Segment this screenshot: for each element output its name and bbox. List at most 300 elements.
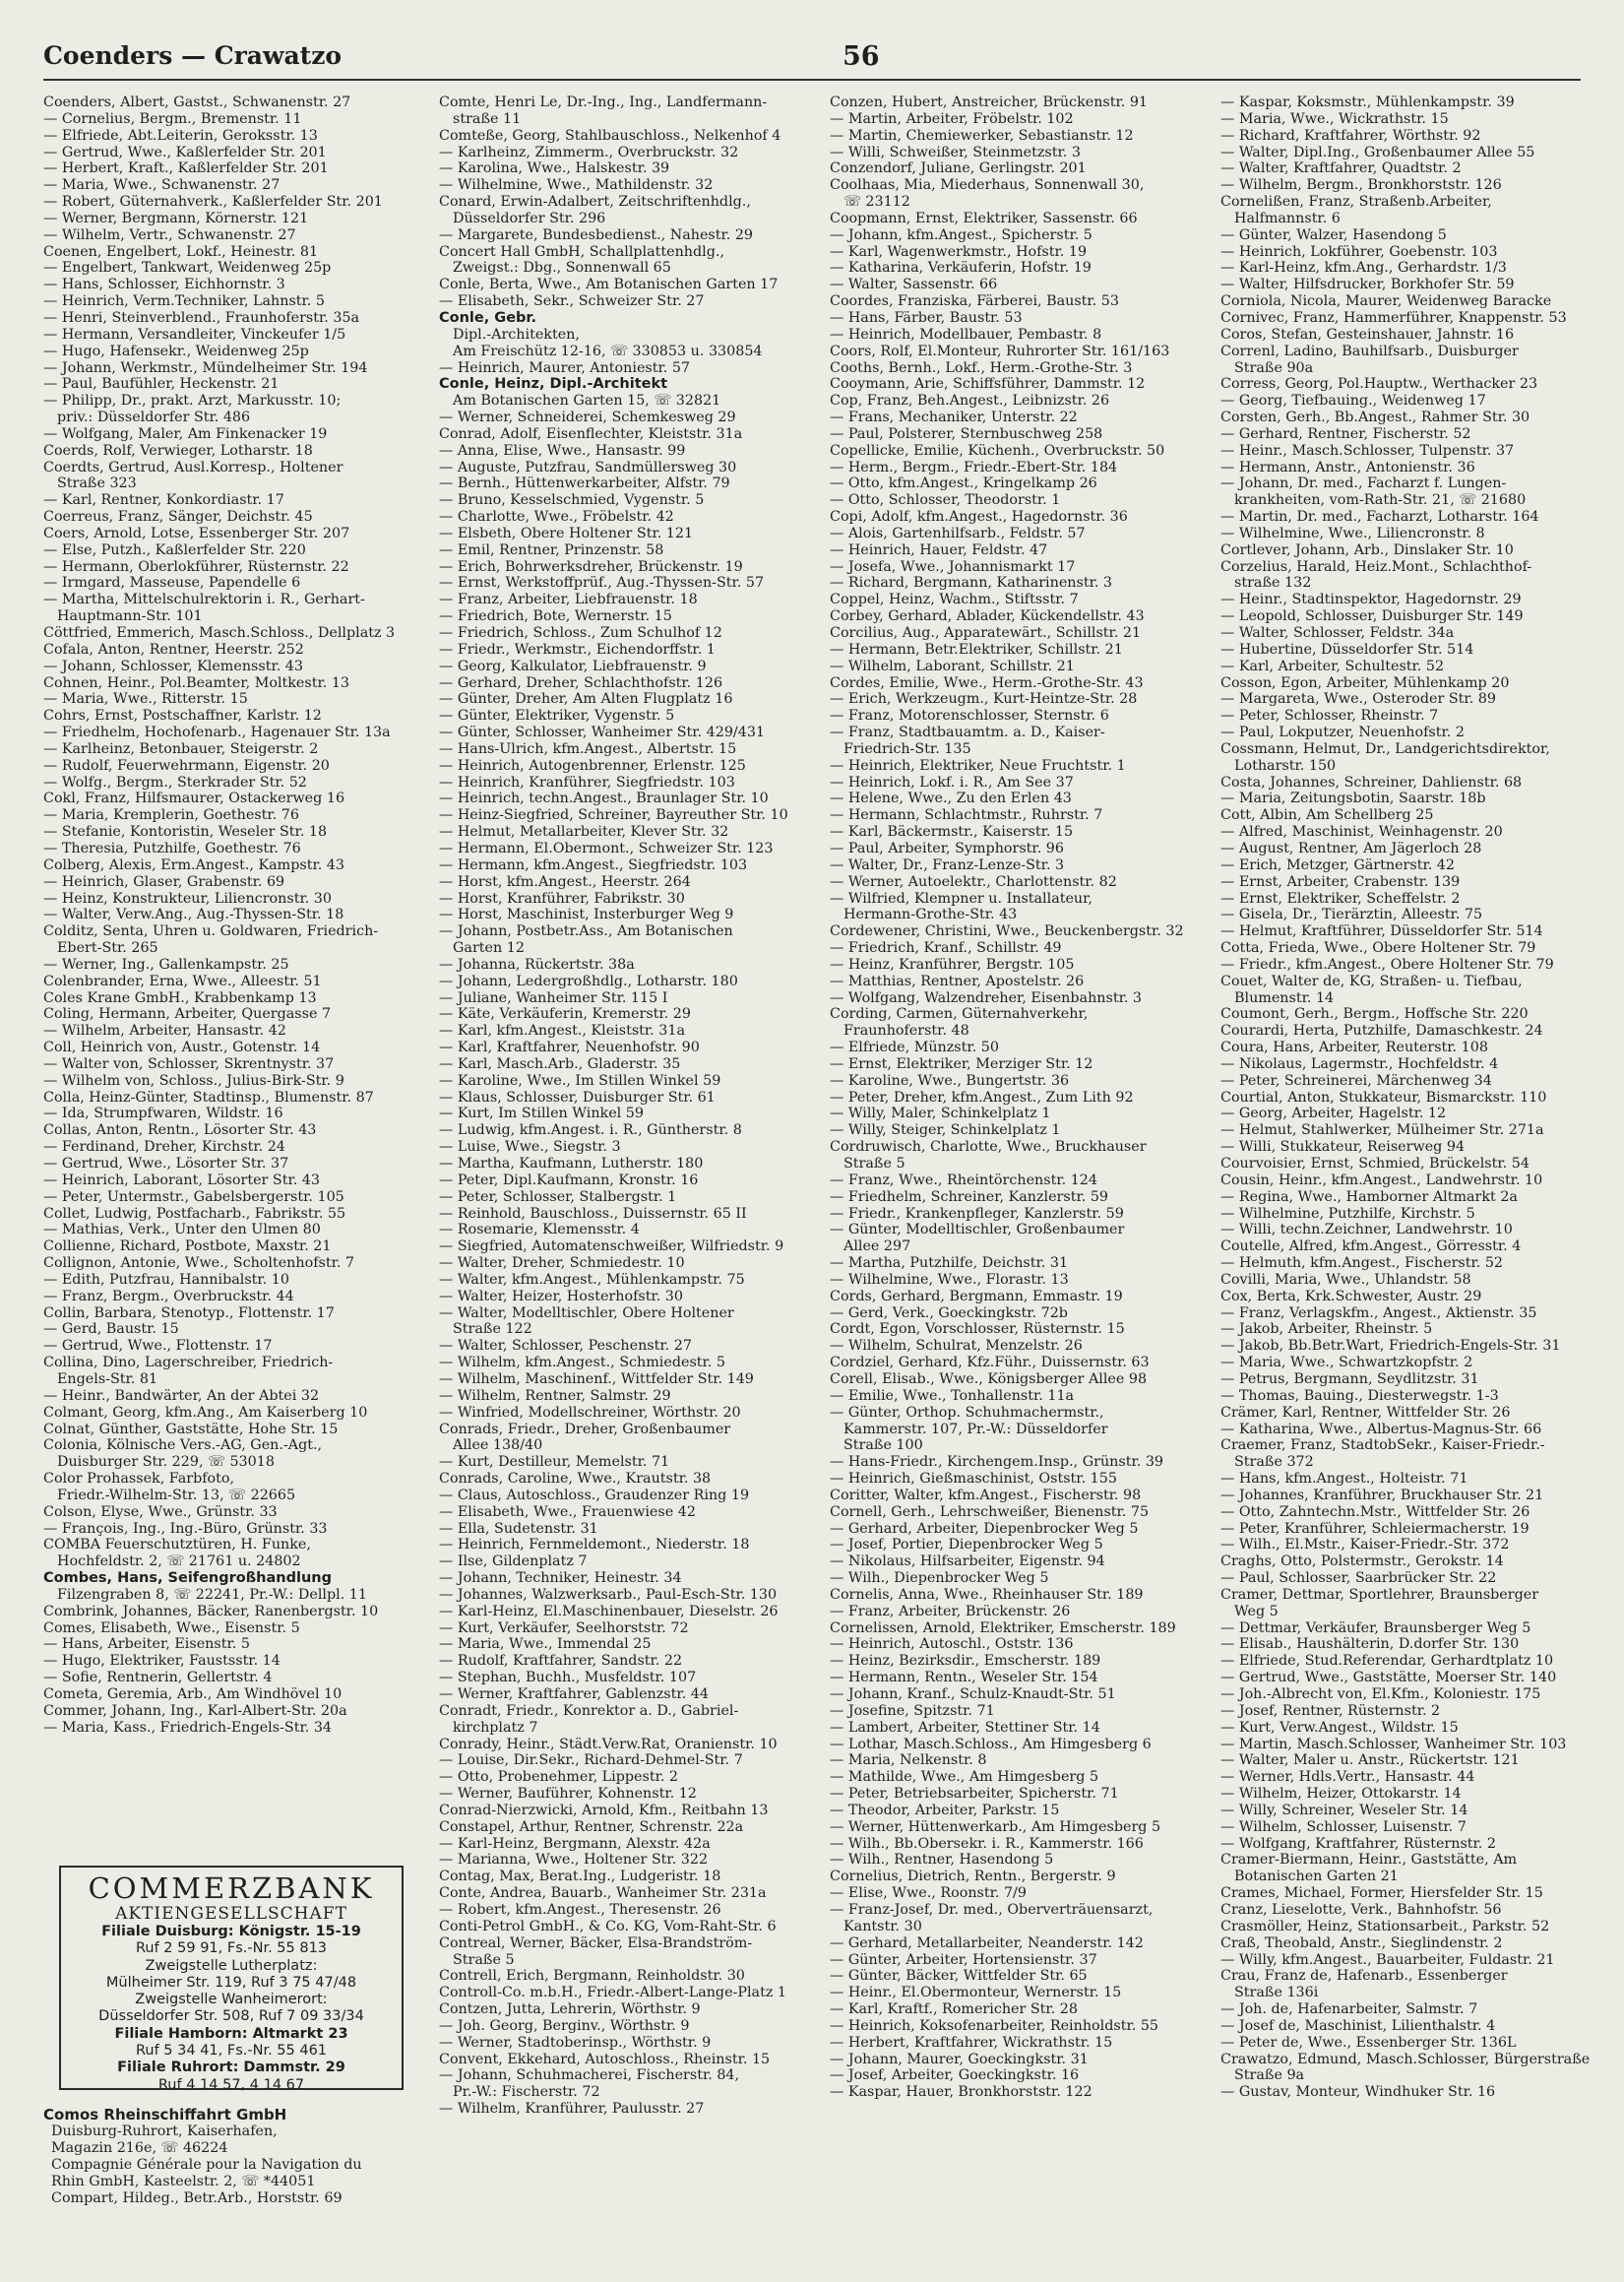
directory-entry: — Wilhelm, Arbeiter, Hansastr. 42 [43, 1023, 286, 1040]
directory-entry: Hauptmann-Str. 101 [57, 608, 203, 625]
directory-entry: — Karl-Heinz, Bergmann, Alexstr. 42a [439, 1835, 711, 1852]
directory-entry: Cox, Berta, Krk.Schwester, Austr. 29 [1220, 1288, 1482, 1304]
directory-entry: — Theresia, Putzhilfe, Goethestr. 76 [43, 840, 301, 856]
directory-entry: Crau, Franz de, Hafenarb., Essenberger [1220, 1968, 1508, 1985]
directory-entry: — François, Ing., Ing.-Büro, Grünstr. 33 [43, 1520, 328, 1537]
directory-entry: — Walter, Schlosser, Feldstr. 34a [1220, 625, 1455, 641]
directory-entry: — Gisela, Dr., Tierärztin, Alleestr. 75 [1220, 907, 1483, 923]
directory-entry: — Petrus, Bergmann, Seydlitzstr. 31 [1220, 1370, 1479, 1387]
directory-entry: — Joh. de, Hafenarbeiter, Salmstr. 7 [1220, 2001, 1478, 2018]
directory-entry: — Ernst, Elektriker, Scheffelstr. 2 [1220, 890, 1461, 907]
directory-entry: Cornivec, Franz, Hammerführer, Knappenstr. 53 [1220, 309, 1567, 326]
ad-company-line: Compart, Hildeg., Betr.Arb., Horststr. 69 [51, 2190, 343, 2206]
directory-entry: Cornelius, Dietrich, Rentn., Bergerstr. 9 [830, 1869, 1116, 1885]
directory-entry: — Wilfried, Klempner u. Installateur, [830, 890, 1093, 907]
directory-entry: — Gerhard, Metallarbeiter, Neanderstr. 142 [830, 1934, 1144, 1951]
directory-entry: — Hugo, Hafensekr., Weidenweg 25p [43, 343, 309, 359]
directory-entry: Zweigst.: Dbg., Sonnenwall 65 [453, 260, 671, 277]
directory-entry: — Otto, Probenehmer, Lippestr. 2 [439, 1769, 679, 1786]
directory-entry: Conrad-Nierzwicki, Arnold, Kfm., Reitbahn 13 [439, 1802, 769, 1818]
directory-entry: — Walter, kfm.Angest., Mühlenkampstr. 75 [439, 1271, 745, 1288]
directory-entry: Collina, Dino, Lagerschreiber, Friedrich- [43, 1355, 334, 1371]
directory-entry: — Willi, techn.Zeichner, Landwehrstr. 10 [1220, 1222, 1513, 1238]
directory-entry: — Hermann, Rentn., Weseler Str. 154 [830, 1670, 1098, 1686]
directory-entry: Coors, Rolf, El.Monteur, Ruhrorter Str. 161/163 [830, 343, 1170, 359]
directory-entry: — Ilse, Gildenplatz 7 [439, 1553, 588, 1570]
directory-entry: — Herbert, Kraft., Kaßlerfelder Str. 201 [43, 160, 329, 177]
directory-entry: — Werner, Kraftfahrer, Gablenzstr. 44 [439, 1686, 709, 1702]
directory-entry: — Johann, Schlosser, Klemensstr. 43 [43, 658, 303, 674]
directory-entry: Cohnen, Heinr., Pol.Beamter, Moltkestr. 13 [43, 674, 350, 691]
directory-entry: Am Botanischen Garten 15, ☏ 32821 [453, 393, 721, 410]
directory-entry: — Johann, Postbetr.Ass., Am Botanischen [439, 923, 733, 940]
directory-entry: Cooths, Bernh., Lokf., Herm.-Grothe-Str. 3 [830, 359, 1133, 376]
directory-entry: — Mathilde, Wwe., Am Himgesberg 5 [830, 1769, 1099, 1786]
ad-line: Zweigstelle Wanheimerort: [135, 1992, 328, 2008]
directory-entry: Coura, Hans, Arbeiter, Reuterstr. 108 [1220, 1040, 1488, 1056]
directory-entry: Comes, Elisabeth, Wwe., Eisenstr. 5 [43, 1619, 300, 1636]
directory-entry: — Walter, Schlosser, Peschenstr. 27 [439, 1338, 692, 1355]
directory-entry: — Wolfg., Bergm., Sterkrader Str. 52 [43, 774, 307, 791]
directory-entry: — Karl, Kraftfahrer, Neuenhofstr. 90 [439, 1040, 700, 1056]
directory-entry: Cofala, Anton, Rentner, Heerstr. 252 [43, 641, 304, 658]
directory-entry: — Karlheinz, Betonbauer, Steigerstr. 2 [43, 740, 319, 757]
directory-entry: Craghs, Otto, Polstermstr., Gerokstr. 14 [1220, 1553, 1504, 1570]
ad-line: Ruf 5 34 41, Fs.-Nr. 55 461 [135, 2043, 328, 2060]
directory-entry: — Franz, Bergm., Overbruckstr. 44 [43, 1288, 294, 1304]
directory-entry: — Walter, Verw.Ang., Aug.-Thyssen-Str. 18 [43, 907, 344, 923]
directory-entry: — Wilhelm, Rentner, Salmstr. 29 [439, 1387, 671, 1404]
directory-entry: — Herm., Bergm., Friedr.-Ebert-Str. 184 [830, 459, 1118, 475]
directory-entry: — Horst, Maschinist, Insterburger Weg 9 [439, 907, 734, 923]
directory-entry: Cording, Carmen, Güternahverkehr, [830, 1006, 1089, 1023]
directory-entry: — Maria, Wwe., Wickrathstr. 15 [1220, 110, 1449, 127]
directory-entry: Corress, Georg, Pol.Hauptw., Werthacker 23 [1220, 376, 1538, 393]
directory-entry: — Heinr., Masch.Schlosser, Tulpenstr. 37 [1220, 442, 1515, 459]
directory-entry: — Lothar, Masch.Schloss., Am Himgesberg 6 [830, 1736, 1152, 1752]
directory-entry: Couet, Walter de, KG, Straßen- u. Tiefbau, [1220, 973, 1523, 989]
directory-entry: — Helmut, Kraftführer, Düsseldorfer Str. 514 [1220, 923, 1543, 940]
directory-entry: — Katharina, Verkäuferin, Hofstr. 19 [830, 260, 1092, 277]
directory-entry: Commer, Johann, Ing., Karl-Albert-Str. 20a [43, 1702, 347, 1719]
directory-entry: — Peter, Schlosser, Stalbergstr. 1 [439, 1188, 677, 1205]
directory-entry: Collienne, Richard, Postbote, Maxstr. 21 [43, 1238, 332, 1255]
directory-entry: — Maria, Nelkenstr. 8 [830, 1752, 987, 1769]
directory-entry: — Hans, Färber, Baustr. 53 [830, 309, 1023, 326]
ad-line: Filiale Duisburg: Königstr. 15-19 [101, 1924, 361, 1939]
directory-entry: — Irmgard, Masseuse, Papendelle 6 [43, 575, 301, 592]
directory-entry: Cossmann, Helmut, Dr., Landgerichtsdirektor, [1220, 740, 1550, 757]
ad-company-lines [43, 2124, 417, 2207]
directory-entry: Hermann-Grothe-Str. 43 [843, 907, 1018, 923]
directory-entry: — Bernh., Hüttenwerkarbeiter, Alfstr. 79 [439, 475, 730, 492]
directory-entry: Contreal, Werner, Bäcker, Elsa-Brandström- [439, 1934, 753, 1951]
directory-entry: — Wolfgang, Maler, Am Finkenacker 19 [43, 425, 328, 442]
directory-entry: — Karoline, Wwe., Im Stillen Winkel 59 [439, 1072, 721, 1089]
directory-entry: — Frans, Mechaniker, Unterstr. 22 [830, 410, 1078, 426]
directory-entry: kirchplatz 7 [453, 1719, 538, 1736]
directory-entry: Conle, Gebr. [439, 309, 536, 326]
directory-entry: — Peter, Untermstr., Gabelsbergerstr. 105 [43, 1188, 344, 1205]
directory-entry: — Karl, Rentner, Konkordiastr. 17 [43, 492, 284, 509]
directory-entry: — Johann, Maurer, Goeckingkstr. 31 [830, 2051, 1089, 2067]
page-header [43, 39, 1581, 81]
directory-entry: — Gertrud, Wwe., Kaßlerfelder Str. 201 [43, 144, 327, 160]
directory-entry: — Klaus, Schlosser, Duisburger Str. 61 [439, 1089, 716, 1106]
directory-entry: — Wilhelm, Maschinenf., Wittfelder Str. 149 [439, 1370, 754, 1387]
directory-entry: — Rudolf, Feuerwehrmann, Eigenstr. 20 [43, 757, 330, 774]
directory-entry: — Heinr., El.Obermonteur, Wernerstr. 15 [830, 1985, 1122, 2001]
directory-entry: Halfmannstr. 6 [1234, 210, 1341, 226]
directory-entry: — Alfred, Maschinist, Weinhagenstr. 20 [1220, 824, 1503, 841]
directory-entry: — Josefine, Spitzstr. 71 [830, 1702, 995, 1719]
directory-entry: — Maria, Zeitungsbotin, Saarstr. 18b [1220, 791, 1486, 807]
directory-entry: — Werner, Ing., Gallenkampstr. 25 [43, 956, 289, 973]
directory-entry: Conti-Petrol GmbH., & Co. KG, Vom-Raht-Str. 6 [439, 1918, 777, 1934]
directory-entry: — Heinrich, Kranführer, Siegfriedstr. 103 [439, 774, 735, 791]
directory-entry: Coolhaas, Mia, Miederhaus, Sonnenwall 30, [830, 177, 1145, 194]
directory-entry: Cornelis, Anna, Wwe., Rheinhauser Str. 189 [830, 1586, 1144, 1603]
directory-entry: — Joh. Georg, Berginv., Wörthstr. 9 [439, 2017, 690, 2034]
directory-entry: Straße 372 [1234, 1454, 1314, 1471]
directory-entry: — Friedr., Krankenpfleger, Kanzlerstr. 59 [830, 1205, 1124, 1222]
directory-entry: — Henri, Steinverblend., Fraunhoferstr. 35a [43, 309, 360, 326]
directory-entry: Cott, Albin, Am Schellberg 25 [1220, 807, 1434, 824]
directory-entry: Collas, Anton, Rentn., Lösorter Str. 43 [43, 1122, 317, 1139]
directory-entry: Engels-Str. 81 [57, 1370, 158, 1387]
directory-entry: — Otto, kfm.Angest., Kringelkamp 26 [830, 475, 1097, 492]
directory-entry: — Hermann, Versandleiter, Vinckeufer 1/5 [43, 326, 346, 343]
directory-entry: straße 11 [453, 110, 522, 127]
directory-entry: — Bruno, Kesselschmied, Vygenstr. 5 [439, 492, 705, 509]
directory-entry: — Gerd, Verk., Goeckingkstr. 72b [830, 1304, 1068, 1321]
directory-entry: — Herbert, Kraftfahrer, Wickrathstr. 15 [830, 2034, 1113, 2051]
directory-entry: ☏ 23112 [843, 194, 910, 211]
directory-entry: — Gerhard, Dreher, Schlachthofstr. 126 [439, 674, 723, 691]
directory-entry: Cotta, Frieda, Wwe., Obere Holtener Str. 79 [1220, 940, 1536, 957]
directory-entry: — Wilh., Bb.Obersekr. i. R., Kammerstr. 166 [830, 1835, 1144, 1852]
directory-entry: — Wilhelm, Vertr., Schwanenstr. 27 [43, 226, 296, 243]
directory-entry: — Heinz, Kranführer, Bergstr. 105 [830, 956, 1075, 973]
directory-entry: — Gertrud, Wwe., Flottenstr. 17 [43, 1338, 273, 1355]
directory-entry: Cooymann, Arie, Schiffsführer, Dammstr. 12 [830, 376, 1146, 393]
directory-entry: — Claus, Autoschloss., Graudenzer Ring 19 [439, 1487, 750, 1503]
directory-entry: — Günter, Orthop. Schuhmachermstr., [830, 1404, 1104, 1421]
directory-entry: — Kurt, Destilleur, Memelstr. 71 [439, 1454, 670, 1471]
directory-entry: — Friedrich, Schloss., Zum Schulhof 12 [439, 625, 722, 641]
directory-entry: — Josefa, Wwe., Johannismarkt 17 [830, 558, 1076, 575]
directory-entry: — Hermann, Anstr., Antonienstr. 36 [1220, 459, 1475, 475]
directory-entry: — Paul, Polsterer, Sternbuschweg 258 [830, 425, 1103, 442]
directory-entry: — Heinrich, Glaser, Grabenstr. 69 [43, 873, 285, 890]
ad-address-lines [61, 1924, 402, 2094]
ad-company-line: Compagnie Générale pour la Navigation du [51, 2157, 362, 2173]
directory-entry: — Johann, kfm.Angest., Spicherstr. 5 [830, 226, 1093, 243]
directory-entry: — Franz, Wwe., Rheintörchenstr. 124 [830, 1172, 1097, 1188]
directory-entry: — Georg, Tiefbauing., Weidenweg 17 [1220, 393, 1486, 410]
directory-entry: — Johann, Kranf., Schulz-Knaudt-Str. 51 [830, 1686, 1116, 1702]
directory-entry: — Ludwig, kfm.Angest. i. R., Güntherstr. 8 [439, 1122, 742, 1139]
directory-entry: — Heinrich, Maurer, Antoniestr. 57 [439, 359, 691, 376]
directory-entry: — Karolina, Wwe., Halskestr. 39 [439, 160, 670, 177]
directory-entry: Coling, Hermann, Arbeiter, Quergasse 7 [43, 1006, 332, 1023]
directory-entry: — Maria, Wwe., Schwanenstr. 27 [43, 177, 281, 194]
directory-entry: — Wilhelmine, Wwe., Liliencronstr. 8 [1220, 525, 1485, 541]
directory-entry: — Ferdinand, Dreher, Kirchstr. 24 [43, 1139, 285, 1156]
directory-entry: — Walter, Hilfsdrucker, Borkhofer Str. 59 [1220, 277, 1515, 293]
directory-entry: Coppel, Heinz, Wachm., Stiftsstr. 7 [830, 592, 1079, 608]
directory-entry: — Karl, Arbeiter, Schultestr. 52 [1220, 658, 1445, 674]
directory-entry: — Mathias, Verk., Unter den Ulmen 80 [43, 1222, 321, 1238]
directory-entry: — Louise, Dir.Sekr., Richard-Dehmel-Str. 7 [439, 1752, 743, 1769]
directory-entry: — Erich, Werkzeugm., Kurt-Heintze-Str. 28 [830, 691, 1138, 708]
directory-entry: Coles Krane GmbH., Krabbenkamp 13 [43, 989, 317, 1006]
directory-entry: — Siegfried, Automatenschweißer, Wilfriedstr. 9 [439, 1238, 784, 1255]
directory-entry: Duisburger Str. 229, ☏ 53018 [57, 1454, 275, 1471]
directory-entry: Straße 90a [1234, 359, 1314, 376]
directory-entry: — August, Rentner, Am Jägerloch 28 [1220, 840, 1482, 856]
directory-entry: — Karl, Bäckermstr., Kaiserstr. 15 [830, 824, 1074, 841]
directory-column-3 [830, 95, 1206, 2280]
directory-entry: — Karl, Masch.Arb., Gladerstr. 35 [439, 1055, 681, 1072]
directory-entry: Filzengraben 8, ☏ 22241, Pr.-W.: Dellpl. 11 [57, 1586, 367, 1603]
directory-entry: Constapel, Arthur, Rentner, Schrenstr. 22a [439, 1818, 744, 1835]
directory-entry: — Peter, Dipl.Kaufmann, Kronstr. 16 [439, 1172, 699, 1188]
directory-entry: — Elisab., Haushälterin, D.dorfer Str. 130 [1220, 1636, 1520, 1653]
directory-entry: — Peter, Schreinerei, Märchenweg 34 [1220, 1072, 1492, 1089]
directory-entry: — Helmut, Stahlwerker, Mülheimer Str. 271a [1220, 1122, 1544, 1139]
directory-entry: — Johann, Techniker, Heinestr. 34 [439, 1570, 682, 1587]
directory-entry: Crames, Michael, Former, Hiersfelder Str. 15 [1220, 1885, 1543, 1902]
directory-entry: Crawatzo, Edmund, Masch.Schlosser, Bürgerstraße [1220, 2051, 1591, 2067]
directory-entry: Allee 297 [843, 1238, 911, 1255]
directory-entry: — Maria, Wwe., Ritterstr. 15 [43, 691, 248, 708]
directory-entry: — Engelbert, Tankwart, Weidenweg 25p [43, 260, 332, 277]
commerzbank-advertisement [59, 1866, 404, 2093]
directory-entry: — Horst, kfm.Angest., Heerstr. 264 [439, 873, 691, 890]
directory-entry: — Wilh., Diepenbrocker Weg 5 [830, 1570, 1049, 1587]
directory-entry: Coordes, Franziska, Färberei, Baustr. 53 [830, 293, 1119, 310]
directory-entry: — Günter, Dreher, Am Alten Flugplatz 16 [439, 691, 733, 708]
directory-entry: Cordziel, Gerhard, Kfz.Führ., Duissernstr. 63 [830, 1355, 1150, 1371]
directory-entry: — Elfriede, Abt.Leiterin, Geroksstr. 13 [43, 127, 318, 144]
directory-entry: Corell, Elisab., Wwe., Königsberger Allee 98 [830, 1370, 1148, 1387]
directory-column-1 [43, 95, 419, 1862]
directory-entry: — Juliane, Wanheimer Str. 115 I [439, 989, 668, 1006]
directory-entry: — Horst, Kranführer, Fabrikstr. 30 [439, 890, 685, 907]
directory-entry: Comte, Henri Le, Dr.-Ing., Ing., Landfermann- [439, 95, 768, 110]
directory-entry: — Stephan, Buchh., Musfeldstr. 107 [439, 1670, 697, 1686]
directory-entry: Covilli, Maria, Wwe., Uhlandstr. 58 [1220, 1271, 1471, 1288]
directory-entry: Combes, Hans, Seifengroßhandlung [43, 1570, 332, 1587]
ad-company-name: Comos Rheinschiffahrt GmbH [43, 2106, 287, 2124]
directory-entry: — Richard, Kraftfahrer, Wörthstr. 92 [1220, 127, 1481, 144]
ad-subtitle: AKTIENGESELLSCHAFT [115, 1904, 347, 1924]
directory-entry: — Charlotte, Wwe., Fröbelstr. 42 [439, 509, 674, 526]
directory-entry: — Willy, Steiger, Schinkelplatz 1 [830, 1122, 1061, 1139]
directory-entry: — Gustav, Monteur, Windhuker Str. 16 [1220, 2084, 1496, 2101]
directory-entry: — Kaspar, Koksmstr., Mühlenkampstr. 39 [1220, 95, 1515, 110]
directory-entry: — Wilhelm, Heizer, Ottokarstr. 14 [1220, 1786, 1462, 1803]
directory-entry: Colditz, Senta, Uhren u. Goldwaren, Friedrich- [43, 923, 379, 940]
directory-entry: Conle, Berta, Wwe., Am Botanischen Garten 17 [439, 277, 779, 293]
directory-entry: — Martin, Dr. med., Facharzt, Lotharstr. 164 [1220, 509, 1539, 526]
directory-entry: — Gertrud, Wwe., Gaststätte, Moerser Str. 140 [1220, 1670, 1557, 1686]
directory-entry: Botanischen Garten 21 [1234, 1869, 1399, 1885]
directory-entry: — Wolfgang, Kraftfahrer, Rüsternstr. 2 [1220, 1835, 1496, 1852]
directory-entry: — Franz-Josef, Dr. med., Oberverträuensarzt, [830, 1901, 1154, 1918]
directory-entry: — Maria, Wwe., Schwartzkopfstr. 2 [1220, 1355, 1473, 1371]
directory-entry: — Hubertine, Düsseldorfer Str. 514 [1220, 641, 1474, 658]
directory-entry: — Ida, Strumpfwaren, Wildstr. 16 [43, 1106, 283, 1122]
directory-entry: — Margareta, Wwe., Osteroder Str. 89 [1220, 691, 1496, 708]
directory-entry: — Auguste, Putzfrau, Sandmüllersweg 30 [439, 459, 737, 475]
directory-entry: Garten 12 [453, 940, 525, 957]
directory-entry: Conrad, Adolf, Eisenflechter, Kleiststr. 31a [439, 425, 743, 442]
directory-entry: Coerdts, Gertrud, Ausl.Korresp., Holtener [43, 459, 344, 475]
directory-entry: — Erich, Metzger, Gärtnerstr. 42 [1220, 856, 1455, 873]
directory-entry: Color Prohassek, Farbfoto, [43, 1471, 235, 1488]
directory-entry: Cortlever, Johann, Arb., Dinslaker Str. 10 [1220, 541, 1514, 558]
directory-entry: — Willy, kfm.Angest., Bauarbeiter, Fuldastr. 21 [1220, 1951, 1555, 1968]
directory-entry: — Elise, Wwe., Roonstr. 7/9 [830, 1885, 1027, 1902]
directory-entry: — Philipp, Dr., prakt. Arzt, Markusstr. 10; [43, 393, 342, 410]
directory-entry: — Maria, Kremplerin, Goethestr. 76 [43, 807, 299, 824]
directory-entry: Straße 9a [1234, 2067, 1305, 2084]
directory-entry: — Joh.-Albrecht von, El.Kfm., Koloniestr. 175 [1220, 1686, 1541, 1702]
directory-entry: — Wolfgang, Walzendreher, Eisenbahnstr. 3 [830, 989, 1143, 1006]
directory-entry: Cop, Franz, Beh.Angest., Leibnizstr. 26 [830, 393, 1110, 410]
directory-entry: — Paul, Lokputzer, Neuenhofstr. 2 [1220, 725, 1465, 741]
directory-entry: — Johann, Werkmstr., Mündelheimer Str. 194 [43, 359, 368, 376]
directory-entry: — Werner, Hdls.Vertr., Hansastr. 44 [1220, 1769, 1475, 1786]
directory-entry: Kammerstr. 107, Pr.-W.: Düsseldorfer [843, 1421, 1108, 1437]
directory-entry: — Wilhelm, Schulrat, Menzelstr. 26 [830, 1338, 1083, 1355]
directory-entry: Coenen, Engelbert, Lokf., Heinestr. 81 [43, 243, 319, 260]
directory-entry: — Wilhelmine, Putzhilfe, Kirchstr. 5 [1220, 1205, 1475, 1222]
directory-entry: — Heinrich, Autoschl., Oststr. 136 [830, 1636, 1074, 1653]
directory-entry: Combrink, Johannes, Bäcker, Ranenbergstr. 10 [43, 1603, 379, 1619]
directory-entry: — Reinhold, Bauschloss., Duissernstr. 65 II [439, 1205, 747, 1222]
directory-entry: — Heinz, Bezirksdir., Emscherstr. 189 [830, 1653, 1101, 1670]
page-range-title: Coenders — Crawatzo [43, 41, 343, 70]
directory-entry: — Ernst, Elektriker, Merziger Str. 12 [830, 1055, 1093, 1072]
ad-line: Zweigstelle Lutherplatz: [145, 1957, 318, 1974]
directory-entry: — Hermann, kfm.Angest., Siegfriedstr. 103 [439, 856, 748, 873]
directory-entry: Colnat, Günther, Gaststätte, Hohe Str. 15 [43, 1421, 339, 1437]
directory-entry: — Georg, Kalkulator, Liebfrauenstr. 9 [439, 658, 707, 674]
directory-entry: Cousin, Heinr., kfm.Angest., Landwehrstr. 10 [1220, 1172, 1543, 1188]
ad-brand-name: COMMERZBANK [88, 1871, 375, 1905]
directory-entry: — Wilhelm, Schlosser, Luisenstr. 7 [1220, 1818, 1467, 1835]
directory-entry: — Heinrich, Verm.Techniker, Lahnstr. 5 [43, 293, 325, 310]
directory-column-4 [1220, 95, 1596, 2280]
directory-entry: Collignon, Antonie, Wwe., Scholtenhofstr. 7 [43, 1255, 355, 1272]
directory-entry: Courtial, Anton, Stukkateur, Bismarckstr. 110 [1220, 1089, 1547, 1106]
directory-entry: — Walter, Dipl.Ing., Großenbaumer Allee 55 [1220, 144, 1535, 160]
directory-entry: — Heinrich, Gießmaschinist, Oststr. 155 [830, 1471, 1117, 1488]
directory-entry: — Friedrich, Kranf., Schillstr. 49 [830, 940, 1062, 957]
directory-entry: — Peter, Schlosser, Rheinstr. 7 [1220, 708, 1439, 725]
directory-entry: Coritter, Walter, kfm.Angest., Fischerstr. 98 [830, 1487, 1142, 1503]
ad-line: Filiale Hamborn: Altmarkt 23 [114, 2025, 348, 2042]
directory-entry: — Friedhelm, Hochofenarb., Hagenauer Str. 13a [43, 725, 391, 741]
directory-entry: — Karl, Wagenwerkmstr., Hofstr. 19 [830, 243, 1088, 260]
directory-entry: — Cornelius, Bergm., Bremenstr. 11 [43, 110, 302, 127]
directory-entry: — Werner, Bergmann, Körnerstr. 121 [43, 210, 309, 226]
directory-entry: Coers, Arnold, Lotse, Essenberger Str. 207 [43, 525, 350, 541]
directory-entry: — Werner, Stadtoberinsp., Wörthstr. 9 [439, 2034, 712, 2051]
ad-company-line: Rhin GmbH, Kasteelstr. 2, ☏ *44051 [51, 2174, 316, 2189]
directory-entry: — Günter, Arbeiter, Hortensienstr. 37 [830, 1951, 1097, 1968]
directory-entry: Düsseldorfer Str. 296 [453, 210, 606, 226]
directory-entry: — Robert, Güternahverk., Kaßlerfelder Str. 201 [43, 194, 383, 211]
directory-entry: — Wilhelm von, Schloss., Julius-Birk-Str. 9 [43, 1072, 344, 1089]
directory-entry: — Franz, Verlagskfm., Angest., Aktienstr. 35 [1220, 1304, 1537, 1321]
directory-entry: — Heinrich, Hauer, Feldstr. 47 [830, 541, 1048, 558]
directory-entry: Correnl, Ladino, Bauhilfsarb., Duisburger [1220, 343, 1519, 359]
directory-entry: — Walter, Dreher, Schmiedestr. 10 [439, 1255, 685, 1272]
directory-entry: Cornelißen, Franz, Straßenb.Arbeiter, [1220, 194, 1492, 211]
directory-entry: — Hans, kfm.Angest., Holteistr. 71 [1220, 1471, 1468, 1488]
ad-line: Mülheimer Str. 119, Ruf 3 75 47/48 [105, 1974, 357, 1991]
directory-entry: — Josef, Arbeiter, Goeckingkstr. 16 [830, 2067, 1080, 2084]
directory-entry: — Matthias, Rentner, Apostelstr. 26 [830, 973, 1085, 989]
directory-entry: Straße 100 [843, 1437, 923, 1454]
directory-entry: — Günter, Elektriker, Vygenstr. 5 [439, 708, 675, 725]
directory-entry: — Emilie, Wwe., Tonhallenstr. 11a [830, 1387, 1075, 1404]
directory-entry: — Luise, Wwe., Siegstr. 3 [439, 1139, 621, 1156]
directory-entry: — Wilh., Rentner, Hasendong 5 [830, 1852, 1054, 1869]
directory-entry: — Walter, Heizer, Hosterhofstr. 30 [439, 1288, 683, 1304]
directory-entry: — Heinrich, Laborant, Lösorter Str. 43 [43, 1172, 320, 1188]
directory-entry: Straße 5 [843, 1156, 906, 1172]
directory-entry: Straße 122 [453, 1321, 532, 1338]
directory-entry: — Ernst, Werkstoffprüf., Aug.-Thyssen-Str. 57 [439, 575, 765, 592]
directory-entry: — Gerhard, Arbeiter, Diepenbrocker Weg 5 [830, 1520, 1139, 1537]
directory-entry: — Helmuth, kfm.Angest., Fischerstr. 52 [1220, 1255, 1504, 1272]
directory-entry: — Martha, Kaufmann, Lutherstr. 180 [439, 1156, 704, 1172]
directory-entry: — Wilh., El.Mstr., Kaiser-Friedr.-Str. 372 [1220, 1537, 1510, 1553]
directory-entry: Conrads, Caroline, Wwe., Krautstr. 38 [439, 1471, 712, 1488]
directory-entry: Dipl.-Architekten, [453, 326, 580, 343]
directory-entry: — Maria, Kass., Friedrich-Engels-Str. 34 [43, 1719, 333, 1736]
directory-entry: Courardi, Herta, Putzhilfe, Damaschkestr. 24 [1220, 1023, 1543, 1040]
directory-entry: — Paul, Schlosser, Saarbrücker Str. 22 [1220, 1570, 1497, 1587]
directory-entry: — Elsbeth, Obere Holtener Str. 121 [439, 525, 694, 541]
directory-entry: — Franz, Arbeiter, Liebfrauenstr. 18 [439, 592, 698, 608]
directory-entry: — Sofie, Rentnerin, Gellertstr. 4 [43, 1670, 273, 1686]
directory-entry: — Heinrich, Lokführer, Goebenstr. 103 [1220, 243, 1498, 260]
directory-entry: — Karl, kfm.Angest., Kleiststr. 31a [439, 1023, 685, 1040]
directory-entry: — Paul, Arbeiter, Symphorstr. 96 [830, 840, 1064, 856]
directory-entry: Am Freischütz 12-16, ☏ 330853 u. 330854 [453, 343, 763, 359]
directory-entry: — Walter, Maler u. Anstr., Rückertstr. 121 [1220, 1752, 1520, 1769]
directory-entry: — Theodor, Arbeiter, Parkstr. 15 [830, 1802, 1060, 1818]
directory-entry: Hochfeldstr. 2, ☏ 21761 u. 24802 [57, 1553, 301, 1570]
directory-entry: — Nikolaus, Hilfsarbeiter, Eigenstr. 94 [830, 1553, 1105, 1570]
directory-entry: Allee 138/40 [453, 1437, 543, 1454]
directory-entry: Ebert-Str. 265 [57, 940, 158, 957]
directory-entry: Cohrs, Ernst, Postschaffner, Karlstr. 12 [43, 708, 322, 725]
directory-entry: — Paul, Baufühler, Heckenstr. 21 [43, 376, 280, 393]
directory-entry: Crasmöller, Heinz, Stationsarbeit., Parkstr. 52 [1220, 1918, 1550, 1934]
directory-entry: — Regina, Wwe., Hamborner Altmarkt 2a [1220, 1188, 1518, 1205]
directory-entry: — Heinrich, Koksofenarbeiter, Reinholdstr. 55 [830, 2017, 1159, 2034]
directory-entry: — Josef, Portier, Diepenbrocker Weg 5 [830, 1537, 1103, 1553]
directory-entry: — Helmut, Metallarbeiter, Klever Str. 32 [439, 824, 729, 841]
directory-entry: — Anna, Elise, Wwe., Hansastr. 99 [439, 442, 686, 459]
